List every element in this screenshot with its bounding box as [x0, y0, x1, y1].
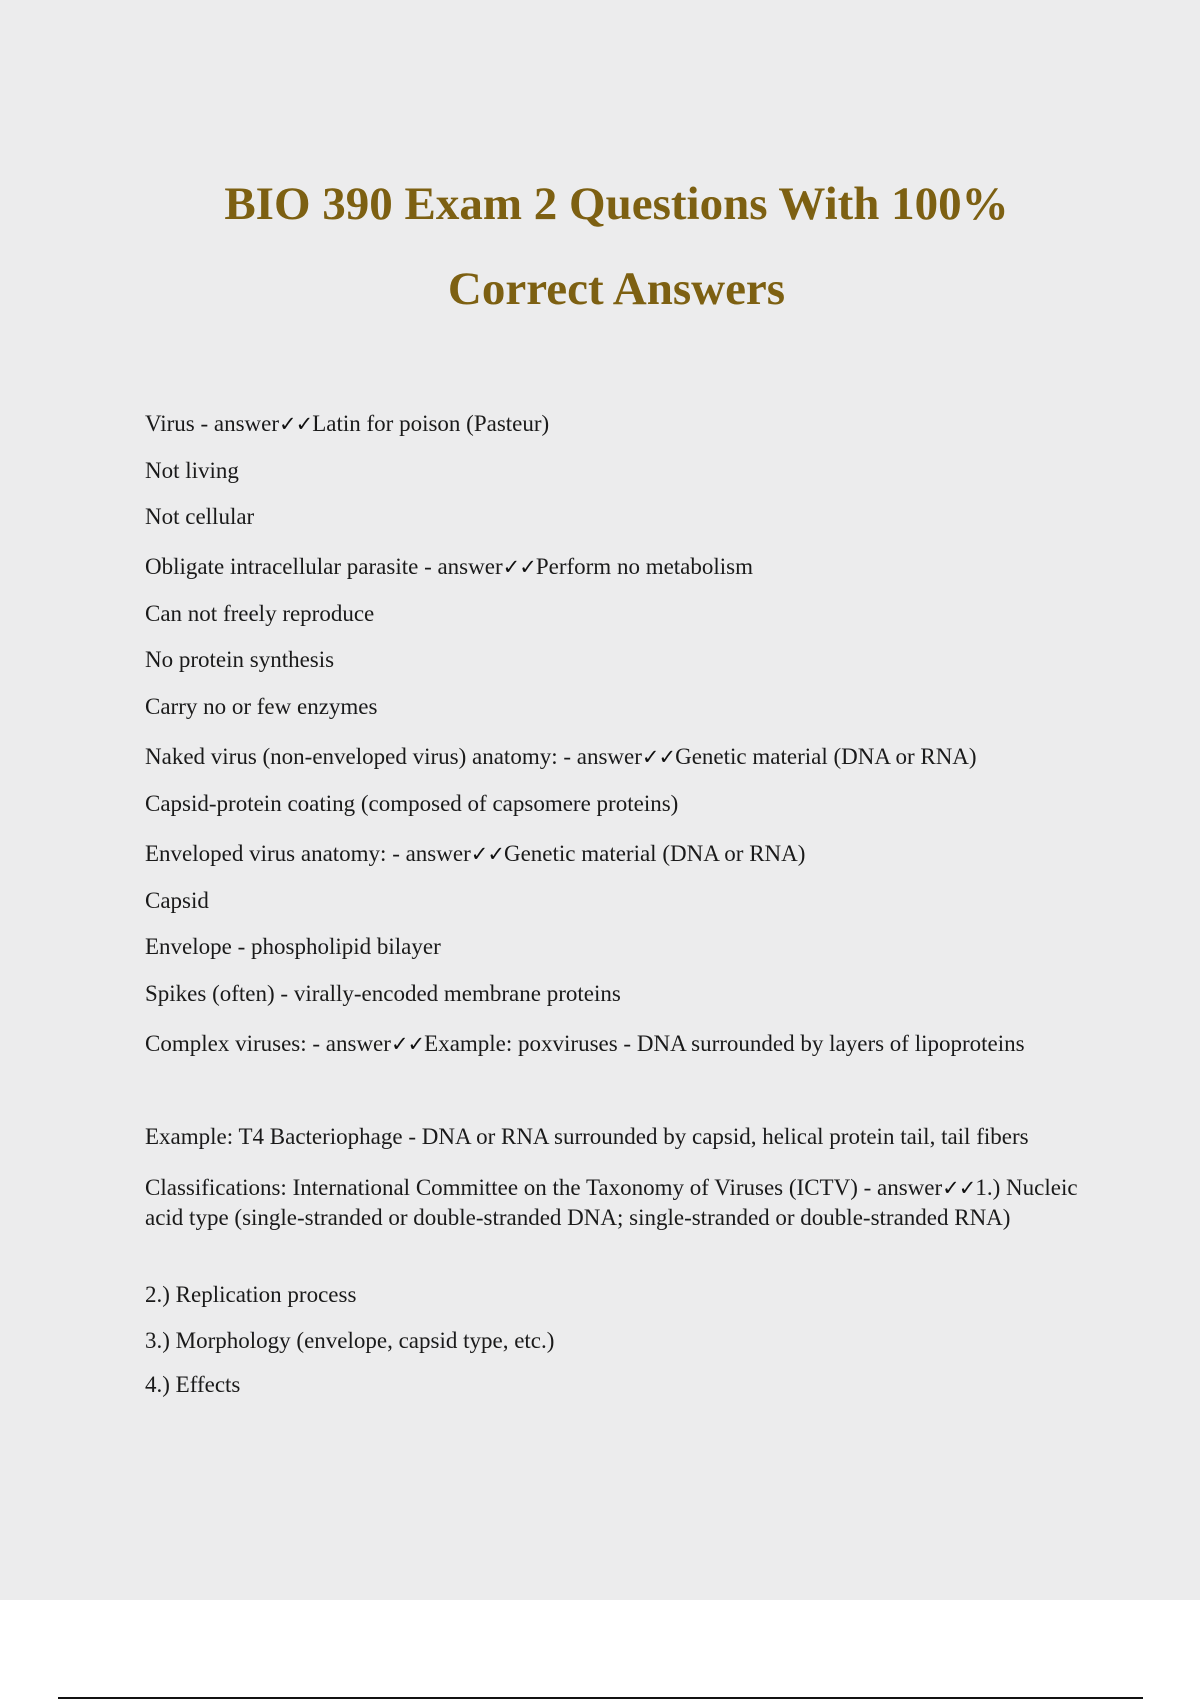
text-line: 2.) Replication process [145, 1282, 357, 1307]
text-line: Capsid-protein coating (composed of capsomere proteins) [145, 791, 679, 816]
text-line: No protein synthesis [145, 647, 335, 672]
qa-complex-viruses: Complex viruses: - answer✓✓Example: poxviruses - DNA surrounded by layers of lipoproteins [145, 1031, 1025, 1056]
qa-naked-virus: Naked virus (non-enveloped virus) anatomy: - answer✓✓Genetic material (DNA or RNA) [145, 744, 977, 769]
document-title [100, 162, 1133, 332]
check-mark-icon: ✓✓ [942, 1176, 976, 1200]
text-line: Example: T4 Bacteriophage - DNA or RNA surrounded by capsid, helical protein tail, tail fibers [145, 1124, 1029, 1149]
check-mark-icon: ✓✓ [641, 745, 676, 769]
text-line: 4.) Effects [145, 1372, 241, 1397]
qa-obligate-parasite: Obligate intracellular parasite - answer✓✓Perform no metabolism [145, 554, 754, 579]
text-line: Carry no or few enzymes [145, 694, 378, 719]
text-line: Capsid [145, 888, 209, 913]
text-line: Envelope - phospholipid bilayer [145, 934, 441, 959]
check-mark-icon: ✓✓ [390, 1032, 425, 1056]
qa-classifications: Classifications: International Committee on the Taxonomy of Viruses (ICTV) - answer✓✓1.) Nucleic acid type (single-stranded or double-stranded DNA; single-stranded or double-stranded RNA) [145, 1175, 1078, 1230]
check-mark-icon: ✓✓ [470, 842, 504, 866]
title-line-2: Correct Answers [447, 263, 786, 315]
text-line: Not cellular [145, 504, 255, 529]
qa-virus: Virus - answer✓✓Latin for poison (Pasteur) [145, 411, 550, 436]
qa-enveloped-virus: Enveloped virus anatomy: - answer✓✓Genetic material (DNA or RNA) [145, 841, 806, 866]
text-line: Spikes (often) - virally-encoded membrane proteins [145, 981, 621, 1006]
bottom-divider [58, 1697, 1143, 1699]
text-line: 3.) Morphology (envelope, capsid type, etc.) [145, 1328, 555, 1353]
check-mark-icon: ✓✓ [279, 412, 313, 436]
text-line: Not living [145, 458, 239, 483]
title-line-1: BIO 390 Exam 2 Questions With 100% [224, 178, 1009, 230]
check-mark-icon: ✓✓ [502, 555, 536, 579]
text-line: Can not freely reproduce [145, 601, 375, 626]
